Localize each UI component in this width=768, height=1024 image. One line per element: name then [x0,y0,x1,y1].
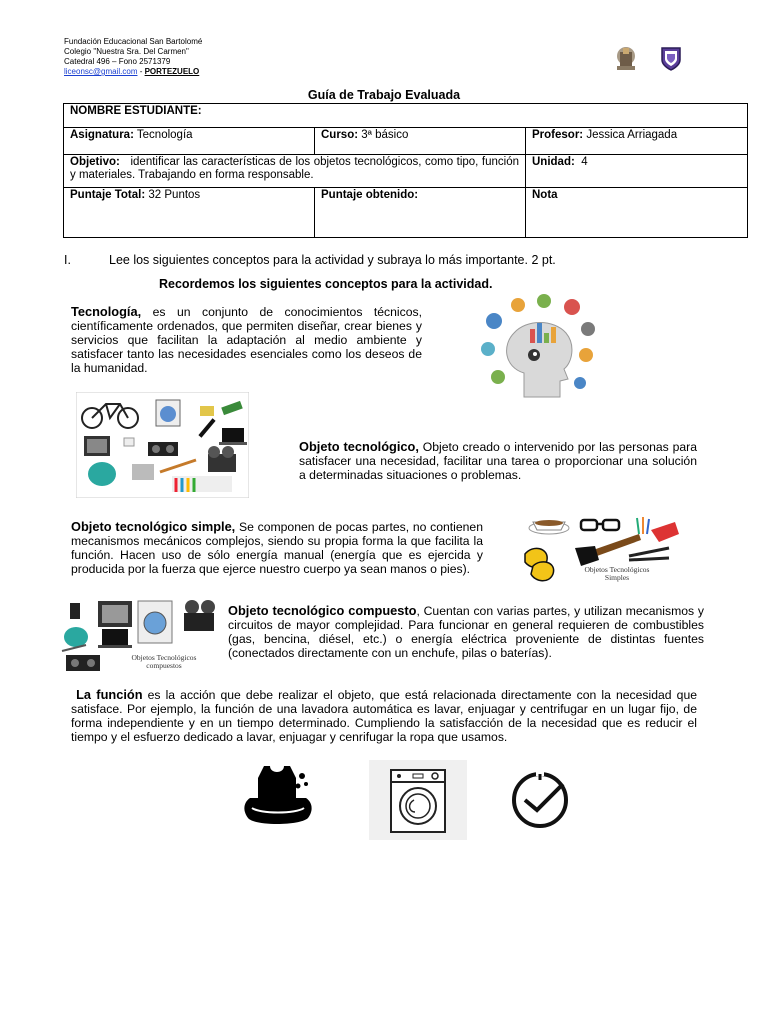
teacher-value: Jessica Arriagada [586,129,678,141]
technology-definition [71,305,422,375]
tech-object-definition [299,440,697,482]
unit-label: Unidad: [532,156,575,168]
simple-caption-line2: Simples [604,573,630,582]
student-name-cell[interactable] [64,104,748,128]
compound-objects-image [58,599,224,676]
technology-head-image [474,293,602,399]
technology-text: es un conjunto de conocimientos técnicos, científicamente ordenados, que permiten diseñar, crear bienes y servicios que facilitan la adaptación al medio ambiente y satisfacer tanto las necesidades esenciales como los deseos de la humanidad. [71,305,422,375]
unit-cell [526,155,748,188]
subject-value: Tecnología [136,129,193,141]
grade-label: Nota [532,189,558,201]
section-number: I. [64,253,71,267]
teacher-label: Profesor: [532,129,584,141]
student-info-table [63,103,748,238]
simple-object-definition [71,520,483,576]
shield-logo [660,46,682,72]
section-instruction: Lee los siguientes conceptos para la actividad y subraya lo más importante. 2 pt. [109,253,556,267]
school-header [64,37,202,77]
grade-cell[interactable] [526,188,748,238]
washing-machine-icon [369,760,467,840]
simple-objects-image [519,514,682,592]
compound-caption-line1: Objetos Tecnológicos [131,653,197,662]
section-subtitle: Recordemos los siguientes conceptos para la actividad. [159,277,493,291]
compound-object-term: Objeto tecnológico compuesto [228,603,417,618]
school-name: Colegio "Nuestra Sra. Del Carmen" [64,47,189,56]
compound-caption-line2: compuestos [146,661,182,670]
compound-object-text: , Cuentan con varias partes, y utilizan mecanismos y circuitos de mayor complejidad. Para funcionar en general requieren de combustibles (gas, bencina, diésel, etc.) o energía eléctrica proveniente de distintas fuentes (conectados directamente con un enchufe, pilas o baterías). [228,604,704,660]
tech-object-term: Objeto tecnológico, [299,439,419,454]
school-crest-logo [612,44,640,74]
function-definition [71,688,697,744]
total-score-cell [64,188,315,238]
technological-objects-image [76,392,249,498]
page-title: Guía de Trabajo Evaluada [307,88,461,102]
technology-term: Tecnología, [71,304,142,319]
total-score-value: 32 Puntos [148,189,201,201]
objective-cell [64,155,526,188]
school-place: PORTEZUELO [144,67,200,76]
school-email-link[interactable]: liceonsc@gmail.com [64,67,138,76]
function-term: La función [76,687,143,702]
obtained-score-cell[interactable] [315,188,526,238]
school-foundation: Fundación Educacional San Bartolomé [64,37,203,46]
total-score-label: Puntaje Total: [70,189,146,201]
course-value: 3ª básico [361,129,409,141]
objective-value: identificar las características de los objetos tecnológicos, como tipo, función y materiales. Trabajando en forma responsable. [70,156,519,181]
course-cell [315,128,526,155]
unit-value: 4 [581,156,588,168]
tech-object-text: Objeto creado o intervenido por las personas para satisfacer una necesidad, facilitar una tarea o proporcionar una solución a determinadas situaciones o problemas. [299,440,697,482]
objective-label: Objetivo: [70,156,120,168]
simple-object-text: Se componen de pocas partes, no contienen mecanismos mecánicos complejos, siendo su propia forma la que facilita la función. Hacen uso de sólo energía manual (energía que es ejercida y producida por la fuerza que ejerce nuestro cuerpo ya sean manos o pies). [71,520,483,576]
subject-cell [64,128,315,155]
function-text: es la acción que debe realizar el objeto, que está relacionada directamente con la necesidad que satisface. Por ejemplo, la función de una lavadora automática es lavar, enjuagar y centrifugar en un lugar fijo, de forma independiente y en un tiempo determinado. Cumpliendo la satisfacción de la necesidad que es reducir el tiempo y el esfuerzo dedicado a lavar, enjuagar y cenrifugar la ropa que usamos. [71,688,697,744]
simple-caption-line1: Objetos Tecnológicos [584,565,650,574]
header-separator: - [137,67,145,76]
dirty-laundry-icon [240,762,316,828]
course-label: Curso: [321,129,359,141]
obtained-score-label: Puntaje obtenido: [321,189,419,201]
simple-object-term: Objeto tecnológico simple, [71,519,236,534]
clock-check-icon [505,770,575,830]
student-name-label: NOMBRE ESTUDIANTE: [70,105,202,117]
compound-object-definition [228,604,704,660]
subject-label: Asignatura: [70,129,134,141]
school-address: Catedral 496 – Fono 2571379 [64,57,171,66]
teacher-cell [526,128,748,155]
